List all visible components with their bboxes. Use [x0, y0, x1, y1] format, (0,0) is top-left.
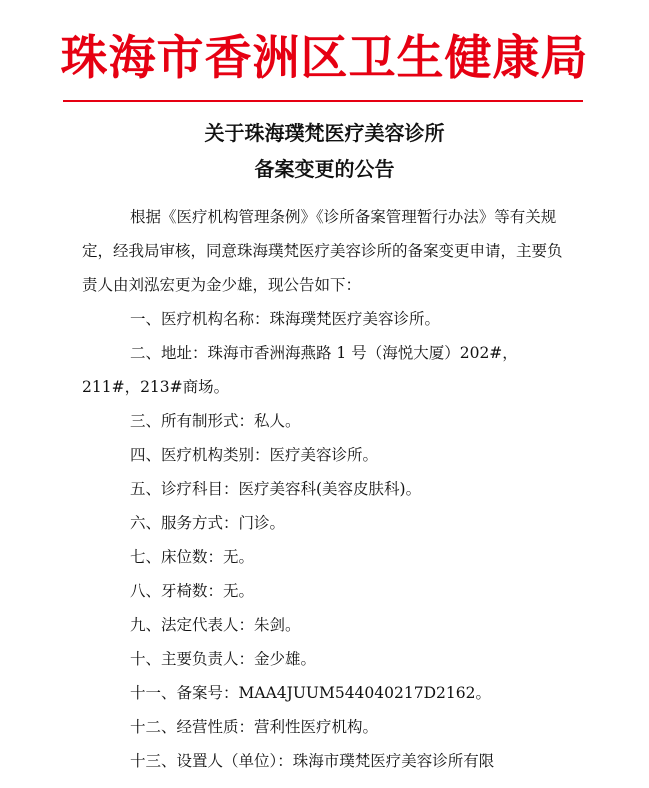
item-dental-chairs: 八、牙椅数：无。 — [130, 582, 255, 600]
item-founder: 十三、设置人（单位）：珠海市璞梵医疗美容诊所有限 — [130, 752, 495, 770]
title-line-1: 关于珠海璞梵医疗美容诊所 — [204, 121, 445, 145]
item-beds: 七、床位数：无。 — [130, 548, 255, 566]
item-legal-rep: 九、法定代表人：朱剑。 — [130, 616, 301, 634]
item-category: 四、医疗机构类别：医疗美容诊所。 — [130, 446, 379, 464]
item-ownership: 三、所有制形式：私人。 — [130, 412, 301, 430]
item-service: 六、服务方式：门诊。 — [130, 514, 286, 532]
intro-paragraph: 根据《医疗机构管理条例》《诊所备案管理暂行办法》等有关规定，经我局审核，同意珠海璞梵医疗美容诊所的备案变更申请，主要负责人由刘泓宏更为金少雄，现公告如下： — [82, 208, 563, 294]
item-principal: 十、主要负责人：金少雄。 — [130, 650, 317, 668]
notice-body — [82, 200, 572, 778]
item-address: 二、地址：珠海市香洲海燕路 1 号（海悦大厦）202#， — [130, 344, 518, 362]
item-record-number: 十一、备案号：MAA4JUUM544040217D2162。 — [130, 684, 491, 702]
agency-letterhead: 珠海市香洲区卫生健康局 — [60, 31, 589, 86]
item-name: 一、医疗机构名称：珠海璞梵医疗美容诊所。 — [130, 310, 441, 328]
letterhead-divider — [63, 100, 583, 102]
item-departments: 五、诊疗科目：医疗美容科(美容皮肤科)。 — [130, 480, 422, 498]
document-title — [0, 115, 649, 187]
title-line-2: 备案变更的公告 — [254, 157, 395, 181]
item-business-nature: 十二、经营性质：营利性医疗机构。 — [130, 718, 379, 736]
item-address-cont: 211#，213#商场。 — [82, 378, 230, 396]
